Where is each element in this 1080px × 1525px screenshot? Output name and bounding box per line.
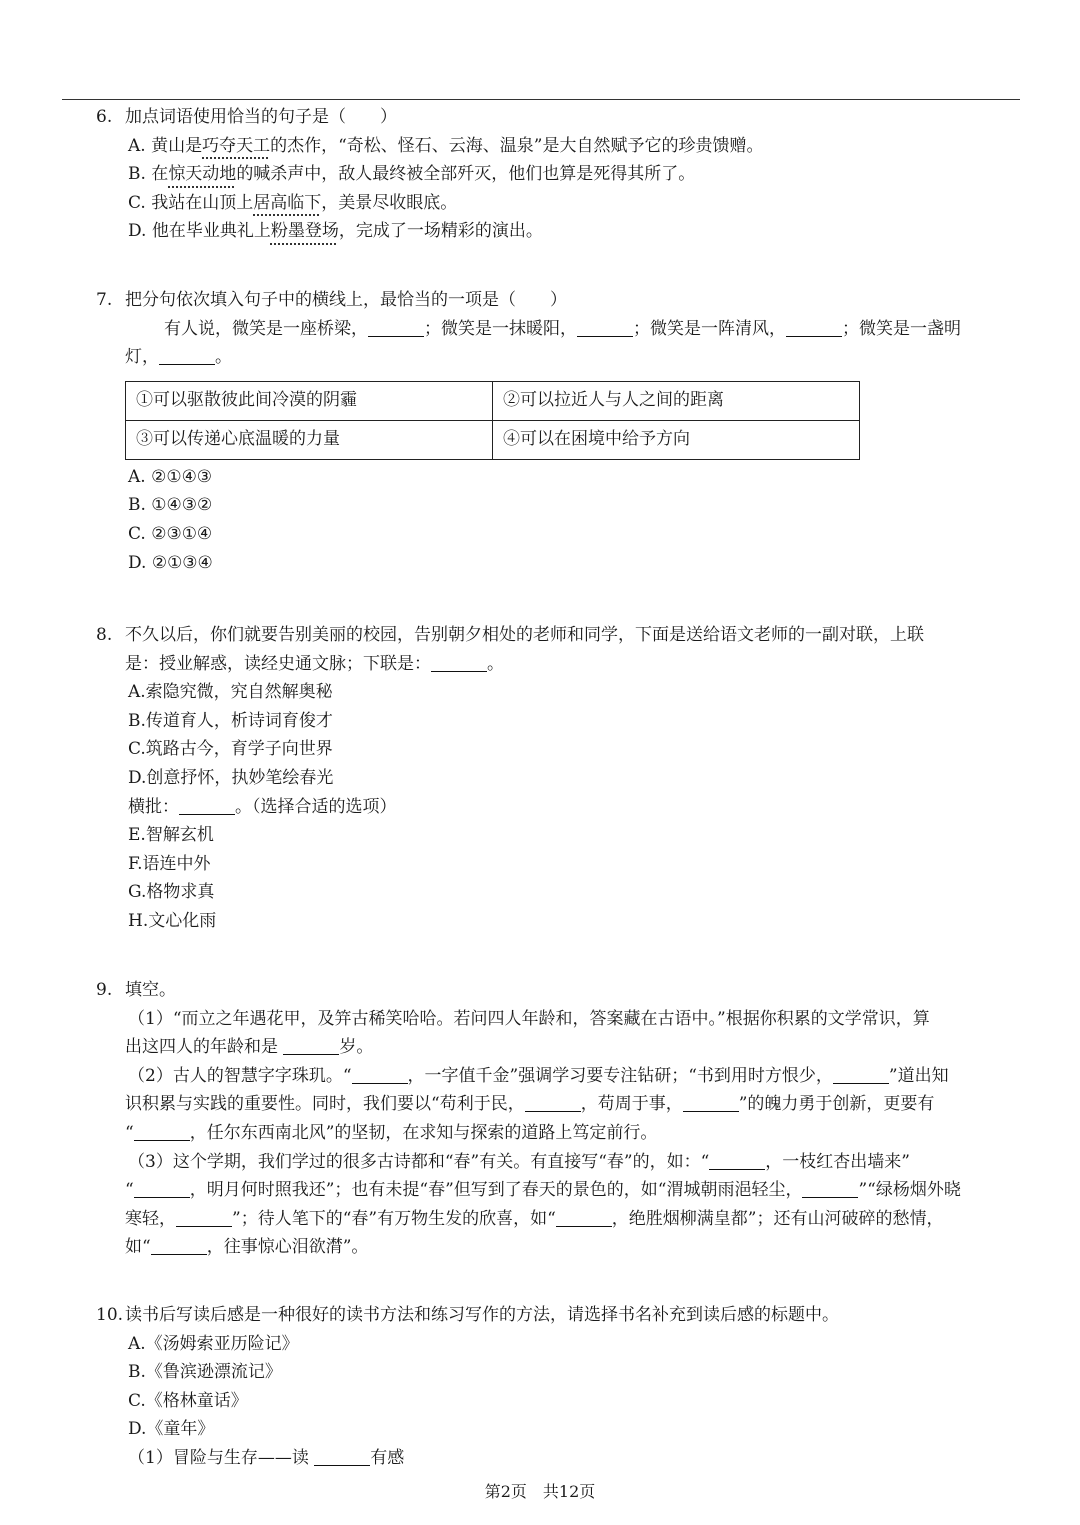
sub-question-3-cont: 寒轻， ”；待人笔下的“春”有万物生发的欣喜，如“ ，绝胜烟柳满皇都”；还有山河破碎的愁情， (125, 1208, 944, 1229)
blank[interactable] (179, 796, 235, 815)
option-a[interactable]: A.《汤姆索亚历险记》 (128, 1333, 299, 1354)
blank[interactable] (833, 1065, 889, 1084)
clause-table (125, 381, 860, 460)
clause-cell: ①可以驱散彼此间冷漠的阴霾 (126, 381, 493, 420)
question-number: 8. (96, 625, 113, 645)
question-number: 6. (96, 107, 113, 127)
blank[interactable] (556, 1208, 612, 1227)
option-a[interactable]: A. 黄山是巧夺天工的杰作，“奇松、怪石、云海、温泉”是大自然赋予它的珍贵馈赠。 (128, 135, 764, 156)
blank[interactable] (786, 318, 842, 337)
question-stem: 读书后写读后感是一种很好的读书方法和练习写作的方法，请选择书名补充到读后感的标题中。 (125, 1305, 839, 1325)
option-f[interactable]: F.语连中外 (128, 853, 211, 874)
clause-cell: ③可以传递心底温暖的力量 (126, 420, 493, 459)
sub-question-1-cont: 出这四人的年龄和是 岁。 (125, 1037, 374, 1058)
sub-question-1: （1）冒险与生存——读 有感 (128, 1447, 405, 1468)
blank[interactable] (314, 1447, 370, 1466)
option-c[interactable]: C.《格林童话》 (128, 1390, 248, 1411)
clause-cell: ②可以拉近人与人之间的距离 (493, 381, 860, 420)
sub-question-3: （3）这个学期，我们学过的很多古诗都和“春”有关。有直接写“春”的，如：“ ，一枝红杏出墙来” (128, 1151, 910, 1172)
question-stem: 填空。 (125, 980, 176, 1000)
blank[interactable] (802, 1179, 858, 1198)
blank[interactable] (134, 1122, 190, 1141)
option-a[interactable]: A.索隐究微，究自然解奥秘 (128, 682, 333, 703)
page-footer: 第2页 共12页 (484, 1482, 596, 1501)
blank[interactable] (352, 1065, 408, 1084)
option-c[interactable]: C. 我站在山顶上居高临下，美景尽收眼底。 (128, 192, 458, 213)
passage-line-1: 有人说，微笑是一座桥梁， ；微笑是一抹暖阳， ；微笑是一阵清风， ；微笑是一盏明 (164, 318, 961, 339)
question-stem: 不久以后，你们就要告别美丽的校园，告别朝夕相处的老师和同学，下面是送给语文老师的一副对联，上联 (125, 625, 924, 645)
sub-question-3-cont: “ ，明月何时照我还”；也有未提“春”但写到了春天的景色的，如“渭城朝雨浥轻尘， ”“绿杨烟外晓 (125, 1180, 961, 1201)
dotted-word: 粉墨登场 (270, 221, 339, 242)
option-b[interactable]: B. 在惊天动地的喊杀声中，敌人最终被全部歼灭，他们也算是死得其所了。 (128, 164, 696, 185)
option-c[interactable]: C.筑路古今，育学子向世界 (128, 739, 333, 760)
question-number: 10. (96, 1305, 124, 1325)
question-10 (96, 1301, 1046, 1473)
blank[interactable] (283, 1036, 339, 1055)
blank[interactable] (368, 318, 424, 337)
option-b[interactable]: B.传道育人，析诗词育俊才 (128, 710, 333, 731)
option-b[interactable]: B.《鲁滨逊漂流记》 (128, 1362, 282, 1383)
question-stem-cont: 是：授业解惑，读经史通文脉；下联是： 。 (125, 653, 504, 674)
sub-question-2-cont: “ ，任尔东西南北风”的坚韧，在求知与探索的道路上笃定前行。 (125, 1122, 658, 1143)
question-number: 9. (96, 980, 113, 1000)
question-6 (96, 103, 1046, 246)
dotted-word: 惊天动地 (168, 164, 237, 185)
blank[interactable] (709, 1151, 765, 1170)
sub-question-3-cont: 如“ ，往事惊心泪欲潸”。 (125, 1237, 369, 1258)
blank[interactable] (134, 1179, 190, 1198)
dotted-word: 居高临下 (253, 192, 322, 213)
blank[interactable] (176, 1208, 232, 1227)
header-rule (62, 99, 1020, 100)
option-d[interactable]: D. 他在毕业典礼上粉墨登场，完成了一场精彩的演出。 (128, 221, 543, 242)
blank[interactable] (159, 346, 215, 365)
sub-question-1: （1）“而立之年遇花甲，及笄古稀笑哈哈。若问四人年龄和，答案藏在古语中。”根据你积累的文学常识，算 (128, 1008, 930, 1029)
option-e[interactable]: E.智解玄机 (128, 825, 214, 846)
sub-question-2-cont: 识积累与实践的重要性。同时，我们要以“苟利于民， ，苟周于事， ”的魄力勇于创新，更要有 (125, 1094, 935, 1115)
blank[interactable] (431, 653, 487, 672)
option-d[interactable]: D. ②①③④ (128, 552, 213, 573)
sub-question-2: （2）古人的智慧字字珠玑。“ ，一字值千金”强调学习要专注钻研；“书到用时方恨少， ”道出知 (128, 1065, 949, 1086)
passage-line-2: 灯， 。 (125, 347, 232, 368)
option-d[interactable]: D.创意抒怀，执妙笔绘春光 (128, 767, 334, 788)
option-h[interactable]: H.文心化雨 (128, 910, 217, 931)
question-stem: 加点词语使用恰当的句子是（ ） (125, 107, 397, 127)
option-g[interactable]: G.格物求真 (128, 882, 215, 903)
option-d[interactable]: D.《童年》 (128, 1419, 215, 1440)
question-stem: 把分句依次填入句子中的横线上，最恰当的一项是（ ） (125, 290, 567, 310)
option-a[interactable]: A. ②①④③ (128, 466, 213, 487)
blank[interactable] (683, 1093, 739, 1112)
dotted-word: 巧夺天工 (202, 135, 271, 156)
clause-cell: ④可以在困境中给予方向 (493, 420, 860, 459)
hengpi-line: 横批： 。（选择合适的选项） (128, 796, 397, 817)
blank[interactable] (525, 1093, 581, 1112)
question-7 (96, 286, 1046, 577)
option-c[interactable]: C. ②③①④ (128, 523, 213, 544)
option-b[interactable]: B. ①④③② (128, 495, 213, 516)
blank[interactable] (151, 1236, 207, 1255)
blank[interactable] (577, 318, 633, 337)
question-8 (96, 621, 1046, 936)
question-9 (96, 976, 1046, 1262)
question-number: 7. (96, 290, 113, 310)
